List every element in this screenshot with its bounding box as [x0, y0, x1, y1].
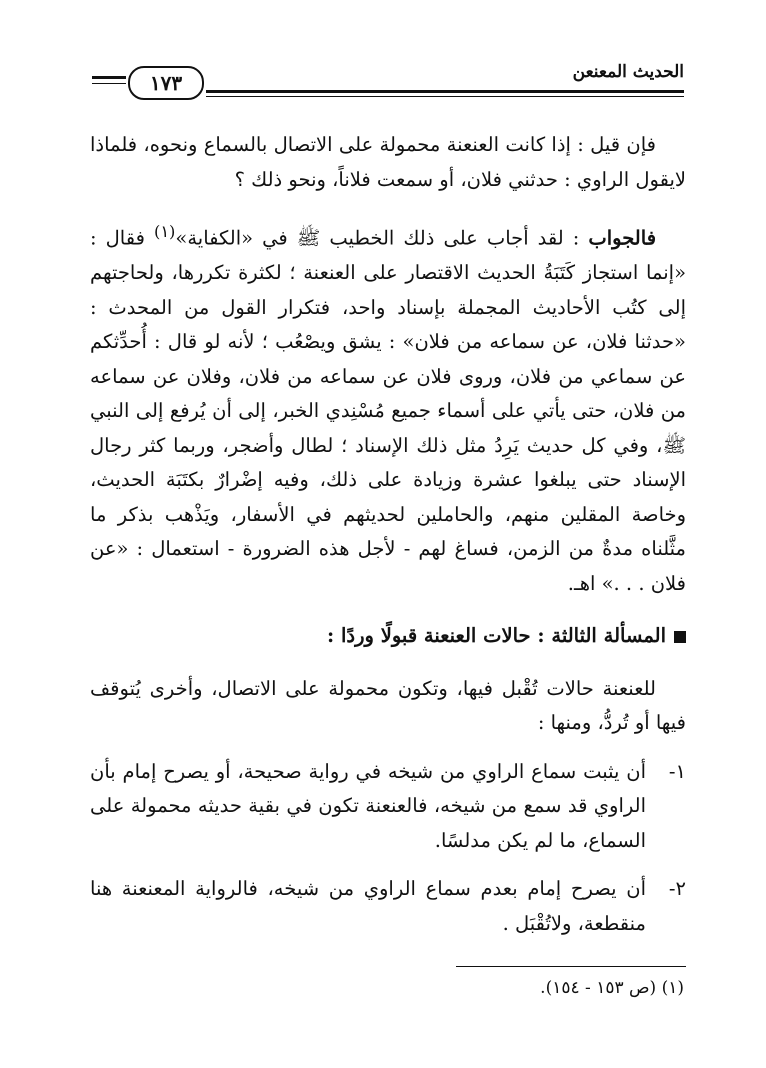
page-body: [90, 128, 686, 941]
answer-text: : لقد أجاب على ذلك الخطيب ﷺ في «الكفاية»: [175, 226, 589, 250]
header-rule-thin: [206, 96, 684, 97]
page-number: ١٧٣: [128, 66, 204, 100]
page-header: [92, 60, 684, 104]
square-bullet-icon: [674, 631, 686, 643]
list-item: [90, 872, 686, 941]
paragraph-question: فإن قيل : إذا كانت العنعنة محمولة على الاتصال بالسماع ونحوه، فلماذا لايقول الراوي : حدثني فلان، أو سمعت فلاناً، ونحو ذلك ؟: [90, 133, 686, 191]
list-item: [90, 755, 686, 859]
section-label: المسألة الثالثة: [551, 624, 666, 647]
answer-quote: فقال : «إنما استجاز كَتَبَةُ الحديث الاقتصار على العنعنة ؛ لكثرة تكررها، ولحاجتهم إلى كتُب الأحاديث المجملة بإسناد واحد، فتكرار القول من المحدث : «حدثنا فلان، عن سماعه من فلان» : يشق ويصْعُب ؛ لأنه لو قال : أُحدِّثكم عن سماعي من فلان، وروى فلان عن سماعه من فلان، وفلان عن سماعه من فلان، حتى يأتي على أسماء جميع مُسْنِدي الخبر، إلى أن يُرفع إلى النبي ﷺ، وفي كل حديث يَرِدُ مثل ذلك الإسناد ؛ لطال وأضجر، وربما كثر رجال الإسناد حتى يبلغوا عشرة وزيادة على ذلك، وفيه إضْرارٌ بكتَبَة الحديث، وخاصة المقلين منهم، والحاملين لحديثهم في الأسفار، ويَذْهب بذكر ما مثَّلناه مدةٌ من الزمن، فساغ لهم - لأجل هذه الضرورة - استعمال : «عن فلان . . .» اهـ.: [90, 226, 686, 595]
paragraph-intro: للعنعنة حالات تُقْبل فيها، وتكون محمولة على الاتصال، وأخرى يُتوقف فيها أو تُردُّ، ومنها :: [90, 676, 686, 734]
footnote-marker: (١): [153, 222, 176, 241]
answer-lead: فالجواب: [588, 226, 657, 250]
list-item-number: ٢-: [668, 877, 686, 900]
header-rule-left-thin: [92, 83, 126, 84]
header-rule-left-thick: [92, 76, 126, 79]
section-heading: [90, 619, 686, 654]
list-item-text: أن يصرح إمام بعدم سماع الراوي من شيخه، فالرواية المعنعنة هنا منقطعة، ولاتُقْبَل .: [90, 877, 646, 935]
list-item-text: أن يثبت سماع الراوي من شيخه في رواية صحيحة، أو يصرح إمام بأن الراوي قد سمع من شيخه، فالعنعنة تكون في بقية حديثه محمولة على السماع، ما لم يكن مدلسًا.: [90, 759, 646, 852]
footnote: (١) (ص ١٥٣ - ١٥٤).: [540, 978, 684, 998]
footnote-separator: [456, 966, 686, 967]
header-rule-thick: [206, 90, 684, 93]
running-title: الحديث المعنعن: [572, 62, 684, 82]
paragraph-answer: [90, 215, 686, 601]
list-item-number: ١-: [668, 759, 686, 783]
section-title: : حالات العنعنة قبولًا وردًا :: [327, 624, 545, 647]
